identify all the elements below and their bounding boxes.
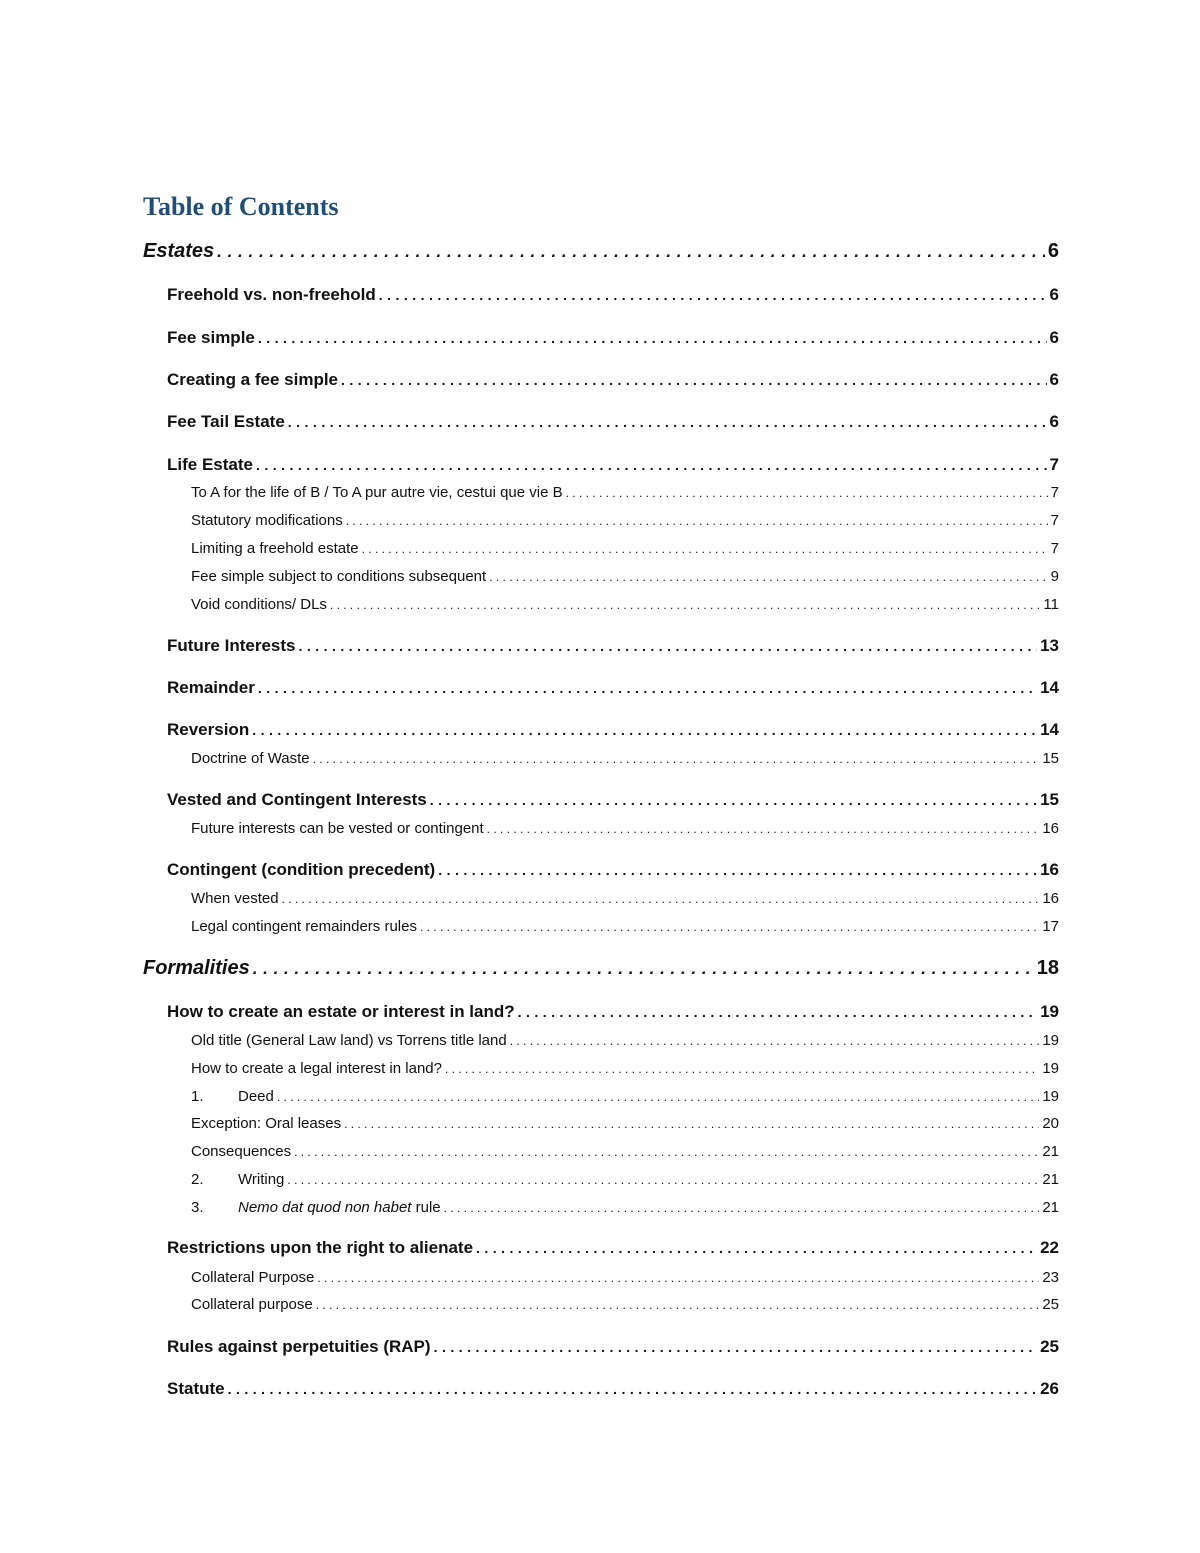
toc-entry-text (167, 1002, 515, 1022)
toc-entry[interactable] (167, 790, 1059, 810)
toc-entry[interactable] (191, 512, 1059, 529)
toc-entry-label: Deed (238, 1088, 274, 1105)
toc-entry[interactable] (143, 957, 1059, 980)
toc-entry-label: Legal contingent remainders rules (191, 918, 417, 935)
toc-entry-number: 2. (191, 1171, 204, 1188)
toc-entry-label: Nemo dat quod non habet (238, 1199, 412, 1216)
toc-entry[interactable] (191, 1143, 1059, 1160)
toc-entry-text (167, 790, 427, 810)
toc-entry[interactable] (191, 1115, 1059, 1132)
toc-page-number: 13 (1040, 636, 1059, 655)
toc-entry[interactable] (191, 918, 1059, 935)
toc-entry-text (191, 1032, 507, 1049)
toc-entry[interactable] (167, 720, 1059, 740)
dot-leader (228, 1381, 1037, 1397)
toc-page-number: 21 (1042, 1199, 1059, 1216)
toc-entry[interactable] (191, 1032, 1059, 1049)
dot-leader (252, 722, 1037, 738)
toc-entry-label: To A for the life of B / To A pur autre vie, cestui que vie B (191, 484, 563, 501)
toc-page-number: 6 (1049, 285, 1059, 304)
toc-entry-text (191, 512, 343, 529)
toc-entry-text (191, 918, 417, 935)
dot-leader (316, 1298, 1040, 1312)
toc-entry-text (191, 484, 563, 501)
dot-leader (444, 1201, 1040, 1215)
toc-entry[interactable] (167, 328, 1059, 348)
dot-leader (217, 242, 1045, 262)
dot-leader (438, 862, 1037, 878)
dot-leader (298, 638, 1037, 654)
toc-entry-text (143, 957, 250, 980)
toc-page-number: 16 (1040, 860, 1059, 879)
dot-leader (258, 330, 1047, 346)
toc-entry-text (191, 1115, 341, 1132)
dot-leader (287, 1173, 1039, 1187)
toc-entry-label: Reversion (167, 720, 250, 739)
toc-entry-label: Remainder (167, 678, 255, 697)
dot-leader (346, 514, 1048, 528)
toc-entry[interactable] (191, 1269, 1059, 1286)
toc-entry-label: Consequences (191, 1143, 292, 1160)
toc-entry-label: Writing (238, 1171, 285, 1188)
toc-entry-label: How to create a legal interest in land? (191, 1060, 442, 1077)
toc-title: Table of Contents (143, 192, 339, 221)
toc-page-number: 20 (1042, 1115, 1059, 1132)
toc-entry-text (191, 820, 484, 837)
toc-entry[interactable] (191, 1088, 1059, 1105)
dot-leader (476, 1240, 1037, 1256)
toc-page-number: 7 (1049, 455, 1059, 474)
toc-entry[interactable] (191, 1296, 1059, 1313)
toc-page-number: 19 (1042, 1060, 1059, 1077)
toc-entry-text (191, 750, 310, 767)
toc-page-number: 7 (1050, 540, 1059, 557)
toc-page-number: 6 (1049, 370, 1059, 389)
dot-leader (288, 414, 1047, 430)
dot-leader (379, 287, 1047, 303)
toc-page-number: 6 (1047, 240, 1059, 262)
toc-page-number: 14 (1040, 720, 1059, 739)
dot-leader (430, 792, 1037, 808)
toc-page-number: 19 (1042, 1088, 1059, 1105)
dot-leader (566, 486, 1048, 500)
toc-entry-text (167, 678, 255, 698)
toc-entry[interactable] (191, 540, 1059, 557)
toc-entry[interactable] (167, 1238, 1059, 1258)
toc-entry-label: Rules against perpetuities (RAP) (167, 1337, 431, 1356)
toc-entry-label: When vested (191, 890, 279, 907)
toc-entry-text (167, 1337, 431, 1357)
toc-entry-label: Old title (General Law land) vs Torrens title land (191, 1032, 507, 1049)
toc-entry-text (167, 636, 295, 656)
toc-entry-label: Future interests can be vested or contingent (191, 820, 484, 837)
dot-leader (282, 892, 1040, 906)
toc-entry-label: Collateral purpose (191, 1296, 313, 1313)
dot-leader (510, 1034, 1040, 1048)
dot-leader (317, 1271, 1039, 1285)
toc-page-number: 19 (1042, 1032, 1059, 1049)
dot-leader (294, 1145, 1039, 1159)
toc-page-number: 6 (1049, 412, 1059, 431)
toc-entry[interactable] (167, 1337, 1059, 1357)
toc-entry[interactable] (191, 890, 1059, 907)
toc-page-number: 19 (1040, 1002, 1059, 1021)
toc-entry-text (191, 540, 359, 557)
dot-leader (518, 1004, 1037, 1020)
toc-page-number: 21 (1042, 1171, 1059, 1188)
toc-page-number: 15 (1042, 750, 1059, 767)
dot-leader (420, 920, 1039, 934)
toc-entry-text (191, 1296, 313, 1313)
toc-entry[interactable] (167, 285, 1059, 305)
dot-leader (256, 457, 1047, 473)
toc-page-number: 16 (1042, 890, 1059, 907)
toc-entry-label: Fee Tail Estate (167, 412, 285, 431)
toc-entry-number: 3. (191, 1199, 204, 1216)
toc-entry-text (191, 596, 327, 613)
toc-entry-text (191, 1269, 314, 1286)
dot-leader (258, 680, 1037, 696)
toc-entry[interactable] (191, 1171, 1059, 1188)
toc-page-number: 22 (1040, 1238, 1059, 1257)
toc-page-number: 7 (1050, 512, 1059, 529)
toc-entry-label: Restrictions upon the right to alienate (167, 1238, 474, 1257)
toc-page-number: 25 (1040, 1337, 1059, 1356)
toc-entry[interactable] (143, 240, 1059, 263)
toc-entry[interactable] (167, 1379, 1059, 1399)
toc-entry-label: Void conditions/ DLs (191, 596, 327, 613)
toc-entry-label: Fee simple (167, 328, 255, 347)
toc-page-number: 16 (1042, 820, 1059, 837)
toc-entry[interactable] (191, 750, 1059, 767)
toc-entry-label: Statutory modifications (191, 512, 343, 529)
toc-entry-label: Freehold vs. non-freehold (167, 285, 376, 304)
toc-entry-text (191, 1060, 442, 1077)
toc-entry-text (143, 240, 214, 263)
toc-entry[interactable] (167, 860, 1059, 880)
toc-entry[interactable] (167, 412, 1059, 432)
toc-page-number: 25 (1042, 1296, 1059, 1313)
dot-leader (277, 1090, 1039, 1104)
toc-entry-text (191, 890, 279, 907)
toc-page-number: 6 (1049, 328, 1059, 347)
toc-entry-label-suffix: rule (411, 1199, 441, 1216)
toc-page-number: 23 (1042, 1269, 1059, 1286)
toc-page-number: 21 (1042, 1143, 1059, 1160)
toc-page-number: 15 (1040, 790, 1059, 809)
toc-entry-label: Future Interests (167, 636, 296, 655)
toc-entry-label: Formalities (143, 957, 250, 979)
toc-entry[interactable] (167, 1002, 1059, 1022)
toc-entry[interactable] (191, 568, 1059, 585)
dot-leader (313, 752, 1040, 766)
toc-entry-label: Doctrine of Waste (191, 750, 310, 767)
toc-entry-label: Vested and Contingent Interests (167, 790, 427, 809)
toc-entry-text (191, 1088, 274, 1105)
toc-entry[interactable] (167, 455, 1059, 475)
toc-entry[interactable] (167, 370, 1059, 390)
toc-entry-label: Limiting a freehold estate (191, 540, 359, 557)
dot-leader (253, 959, 1034, 979)
dot-leader (445, 1062, 1039, 1076)
toc-entry-text (167, 720, 249, 740)
toc-entry-label: Creating a fee simple (167, 370, 339, 389)
toc-page-number: 14 (1040, 678, 1059, 697)
toc-entry-text (167, 860, 435, 880)
toc-entry-text (167, 328, 255, 348)
toc-entry[interactable] (191, 1060, 1059, 1077)
toc-entry-label: Fee simple subject to conditions subsequent (191, 568, 487, 585)
toc-entry-text (167, 370, 338, 390)
toc-entry-number: 1. (191, 1088, 204, 1105)
toc-entry[interactable] (167, 678, 1059, 698)
toc-entry[interactable] (191, 596, 1059, 613)
toc-entry-label: Exception: Oral leases (191, 1115, 342, 1132)
toc-entry-text (167, 1238, 473, 1258)
dot-leader (330, 598, 1041, 612)
toc-entry-label: Life Estate (167, 455, 253, 474)
toc-entry-text (167, 1379, 225, 1399)
toc-entry[interactable] (167, 636, 1059, 656)
toc-page-number: 18 (1036, 957, 1059, 979)
toc-entry-text (191, 568, 486, 585)
dot-leader (434, 1339, 1038, 1355)
toc-entry-label: Collateral Purpose (191, 1269, 315, 1286)
dot-leader (344, 1117, 1039, 1131)
toc-entry-label: Contingent (condition precedent) (167, 860, 436, 879)
toc-entry-text (191, 1171, 284, 1188)
dot-leader (341, 372, 1047, 388)
toc-entry-label: Estates (143, 240, 215, 262)
dot-leader (489, 570, 1047, 584)
toc-entry-text (191, 1199, 441, 1216)
toc-entry[interactable] (191, 820, 1059, 837)
toc-entry-text (167, 412, 285, 432)
toc-page-number: 26 (1040, 1379, 1059, 1398)
dot-leader (487, 822, 1040, 836)
toc-entry[interactable] (191, 484, 1059, 501)
toc-page-number: 9 (1050, 568, 1059, 585)
toc-entry-text (167, 455, 253, 475)
dot-leader (362, 542, 1048, 556)
toc-page-number: 17 (1042, 918, 1059, 935)
toc-entry[interactable] (191, 1199, 1059, 1216)
toc-entry-label: Statute (167, 1379, 225, 1398)
toc-entry-text (191, 1143, 291, 1160)
toc-page-number: 7 (1050, 484, 1059, 501)
toc-entry-text (167, 285, 376, 305)
toc-page-number: 11 (1043, 596, 1059, 613)
toc-entry-label: How to create an estate or interest in land? (167, 1002, 515, 1021)
